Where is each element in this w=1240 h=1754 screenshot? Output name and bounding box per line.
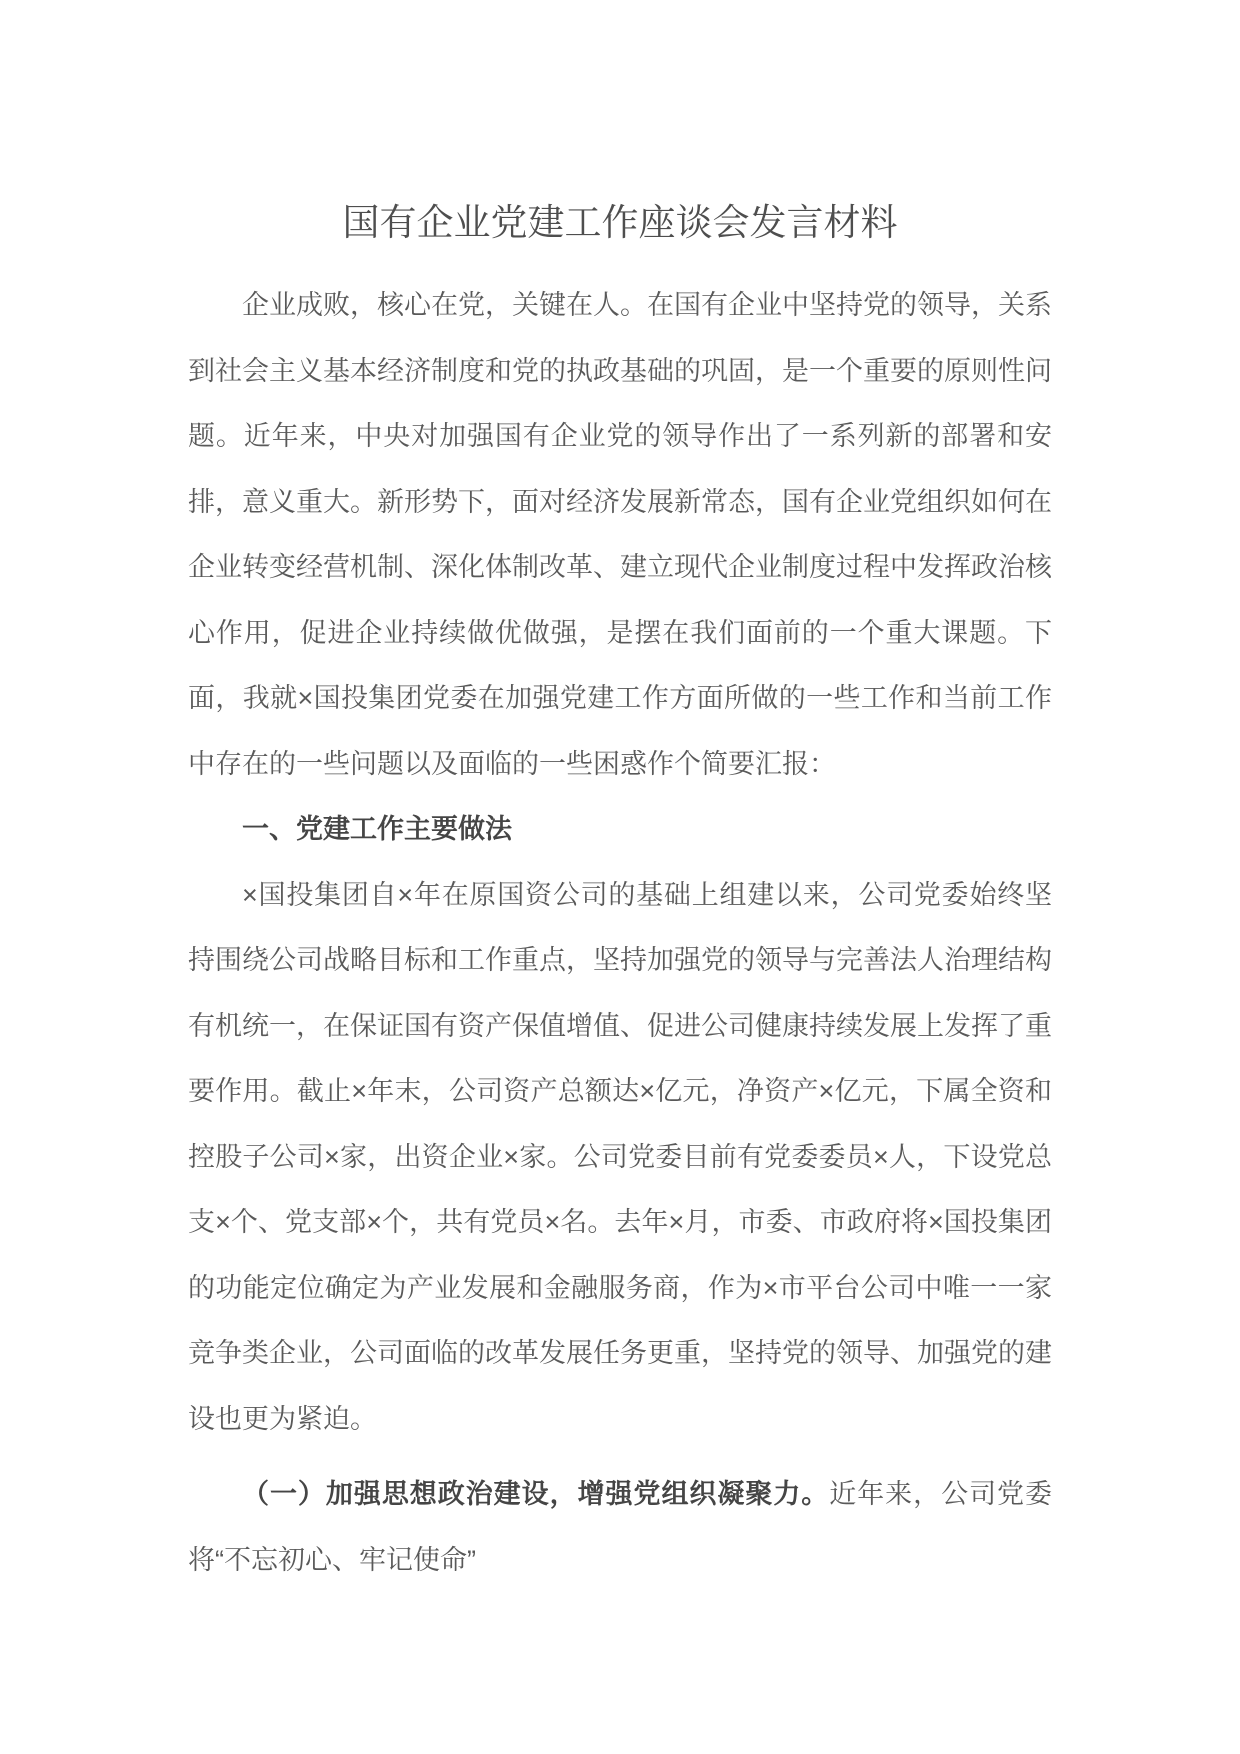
- section-1-heading: 一、党建工作主要做法: [242, 814, 512, 844]
- subsection-1-text: 近年来，公司党委将“不忘初心、牢记使命”: [188, 1479, 1052, 1575]
- intro-paragraph: 企业成败，核心在党，关键在人。在国有企业中坚持党的领导，关系到社会主义基本经济制度和党的执政基础的巩固，是一个重要的原则性问题。近年来，中央对加强国有企业党的领导作出了一系列新的部署和安排，意义重大。新形势下，面对经济发展新常态，国有企业党组织如何在企业转变经营机制、深化体制改革、建立现代企业制度过程中发挥政治核心作用，促进企业持续做优做强，是摆在我们面前的一个重大课题。下面，我就×国投集团党委在加强党建工作方面所做的一些工作和当前工作中存在的一些问题以及面临的一些困惑作个简要汇报：: [188, 290, 1052, 779]
- document-title: 国有企业党建工作座谈会发言材料: [342, 202, 898, 243]
- subsection-1-bold-heading: （一）加强思想政治建设，增强党组织凝聚力。: [242, 1479, 830, 1509]
- section-1-paragraph: ×国投集团自×年在原国资公司的基础上组建以来，公司党委始终坚持围绕公司战略目标和工作重点，坚持加强党的领导与完善法人治理结构有机统一，在保证国有资产保值增值、促进公司健康持续发展上发挥了重要作用。截止×年末，公司资产总额达×亿元，净资产×亿元，下属全资和控股子公司×家，出资企业×家。公司党委目前有党委委员×人，下设党总支×个、党支部×个，共有党员×名。去年×月，市委、市政府将×国投集团的功能定位确定为产业发展和金融服务商，作为×市平台公司中唯一一家竞争类企业，公司面临的改革发展任务更重，坚持党的领导、加强党的建设也更为紧迫。: [188, 879, 1052, 1434]
- subsection-1-paragraph: [188, 1462, 1052, 1593]
